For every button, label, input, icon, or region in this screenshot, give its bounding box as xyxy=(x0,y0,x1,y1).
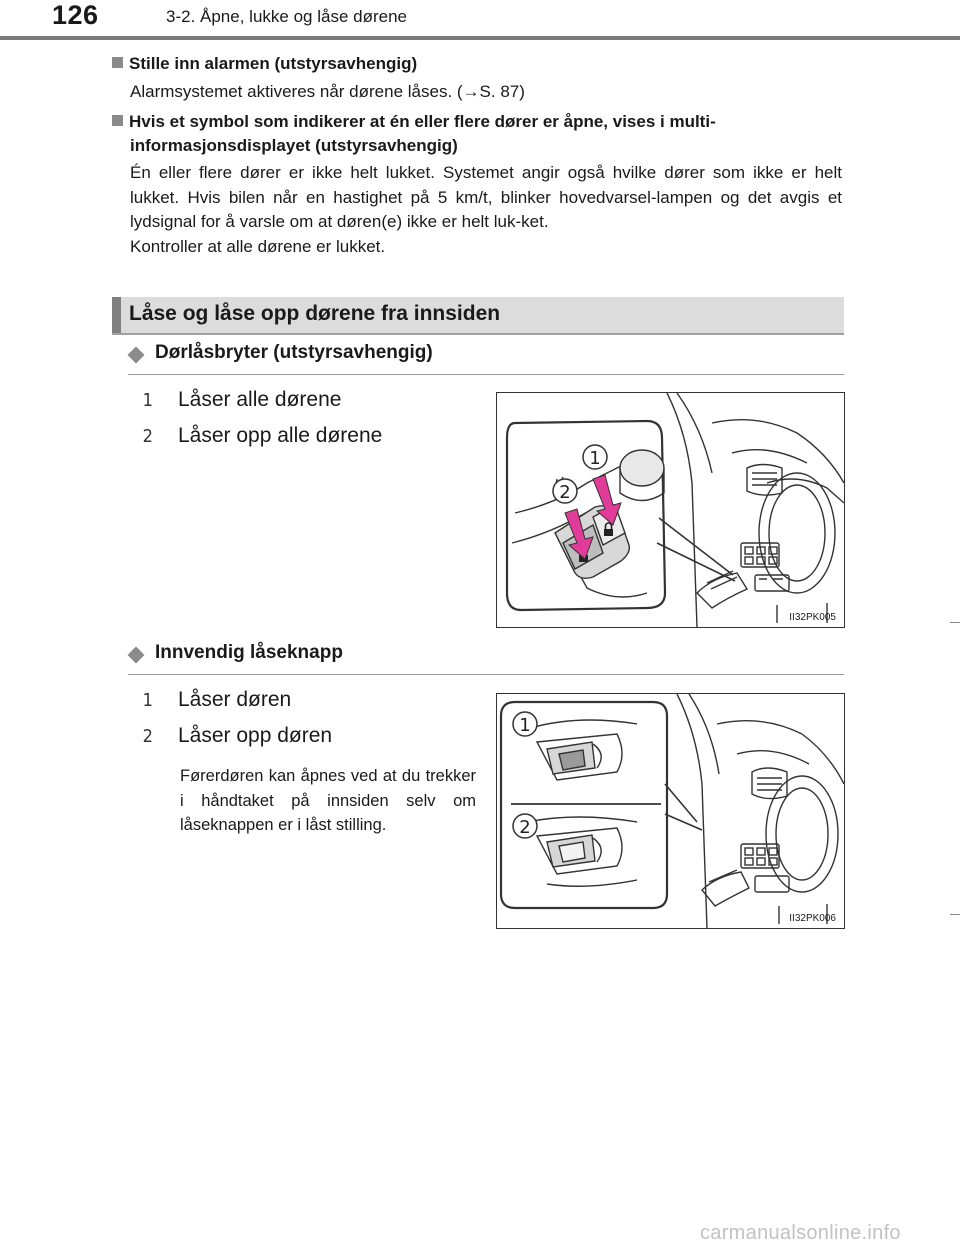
figure-code: II32PK005 xyxy=(789,612,836,623)
watermark: carmanualsonline.info xyxy=(700,1222,901,1244)
callout-number: 1 xyxy=(519,715,531,736)
alarm-section-heading: Stille inn alarmen (utstyrsavhengig) xyxy=(112,52,852,76)
chapter-title: 3-2. Åpne, lukke og låse dørene xyxy=(166,7,407,26)
item-label: Låser døren xyxy=(178,688,292,711)
item-label: Låser alle dørene xyxy=(178,388,342,411)
item-number: 2 xyxy=(142,726,153,747)
item-label: Låser opp døren xyxy=(178,724,333,747)
square-bullet-icon xyxy=(112,57,123,68)
driver-door-note: Førerdøren kan åpnes ved at du trekker i håndtaket på innsiden selv om låseknappen er i låst stilling. xyxy=(180,767,476,834)
band-heading-text: Låse og låse opp dørene fra innsiden xyxy=(129,302,501,325)
page-number: 126 xyxy=(52,0,99,30)
door-lock-switch-illustration xyxy=(497,393,844,627)
subheading-text: Innvendig låseknapp xyxy=(155,642,343,663)
item-label: Låser opp alle dørene xyxy=(178,424,383,447)
band-accent-bar xyxy=(112,297,121,333)
diamond-bullet-icon xyxy=(128,647,145,664)
open-door-section-body xyxy=(130,161,842,259)
item-number: 2 xyxy=(142,426,153,447)
paragraph: Kontroller at alle dørene er lukket. xyxy=(130,236,386,256)
diamond-bullet-icon xyxy=(128,347,145,364)
heading-continuation: informasjonsdisplayet (utstyrsavhengig) xyxy=(130,136,458,155)
callout-number: 2 xyxy=(519,817,531,838)
margin-tick xyxy=(950,622,960,623)
door-lock-switch-figure xyxy=(496,392,845,628)
inside-lock-button-heading xyxy=(128,642,844,675)
item-number: 1 xyxy=(142,690,153,711)
paragraph: Én eller flere dører er ikke helt lukket. Systemet angir også hvilke dører som ikke er helt lukket. Hvis bilen når en hastighet på 5 km/t, blinker hovedvarsel-lampen og det avgis et lydsignal for å varsle om at døren(e) ikke er helt luk-ket. xyxy=(130,163,842,231)
alarm-section-body xyxy=(130,80,842,105)
inside-lock-button-figure xyxy=(496,693,845,929)
paragraph: Alarmsystemet aktiveres når dørene låses. (→S. 87) xyxy=(130,82,525,101)
callout-number: 2 xyxy=(559,482,571,503)
section-band-heading xyxy=(112,297,844,335)
figure-code: II32PK006 xyxy=(789,913,836,924)
square-bullet-icon xyxy=(112,115,123,126)
callout-number: 1 xyxy=(589,448,601,469)
header-rule xyxy=(0,36,960,40)
open-door-section-heading: Hvis et symbol som indikerer at én eller flere dører er åpne, vises i multi- informasjonsdisplayet (utstyrsavhengig) xyxy=(112,110,852,158)
item-number: 1 xyxy=(142,390,153,411)
inside-lock-button-illustration xyxy=(497,694,844,928)
door-lock-switch-heading xyxy=(128,342,844,375)
subheading-text: Dørlåsbryter (utstyrsavhengig) xyxy=(155,342,433,363)
margin-tick xyxy=(950,914,960,915)
